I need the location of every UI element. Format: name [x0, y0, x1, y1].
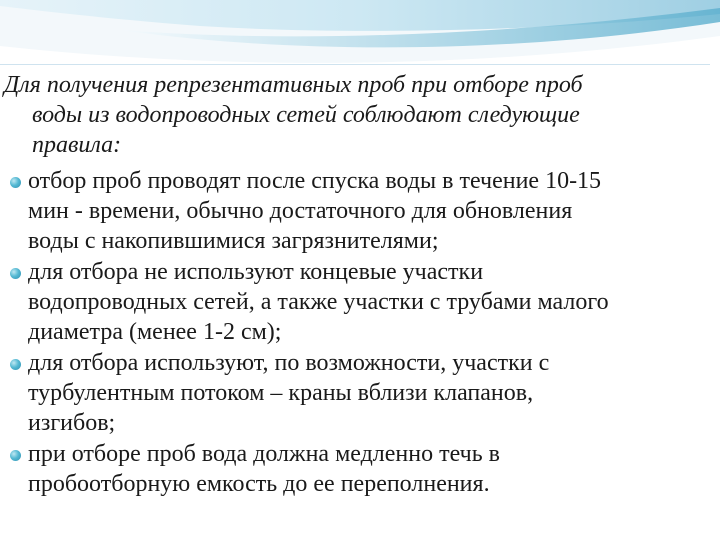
list-item-line: отбор проб проводят после спуска воды в течение 10-15: [28, 168, 602, 194]
list-item-line: турбулентным потоком – краны вблизи клапанов,: [28, 380, 534, 406]
intro-line-1: Для получения репрезентативных проб при отборе проб: [4, 72, 583, 98]
list-item-line: водопроводных сетей, а также участки с трубами малого: [28, 289, 609, 315]
list-item-line: пробоотборную емкость до ее переполнения.: [28, 471, 490, 497]
list-item: [0, 348, 715, 438]
rules-list: [0, 166, 715, 500]
list-item-line: воды с накопившимися загрязнителями;: [28, 228, 439, 254]
bullet-dot-icon: [10, 268, 21, 279]
intro-paragraph: [4, 70, 704, 160]
list-item-line: диаметра (менее 1-2 см);: [28, 319, 282, 345]
list-item-line: изгибов;: [28, 410, 116, 436]
list-item-line: мин - времени, обычно достаточного для обновления: [28, 198, 573, 224]
list-item: [0, 439, 715, 499]
intro-line-2: воды из водопроводных сетей соблюдают следующие: [32, 102, 580, 128]
list-item-line: для отбора не используют концевые участки: [28, 259, 484, 285]
list-item-line: для отбора используют, по возможности, участки с: [28, 350, 550, 376]
list-item: [0, 166, 715, 256]
list-item: [0, 257, 715, 347]
bullet-dot-icon: [10, 359, 21, 370]
bullet-dot-icon: [10, 177, 21, 188]
intro-line-3: правила:: [32, 132, 122, 158]
list-item-line: при отборе проб вода должна медленно течь в: [28, 441, 501, 467]
bullet-dot-icon: [10, 450, 21, 461]
